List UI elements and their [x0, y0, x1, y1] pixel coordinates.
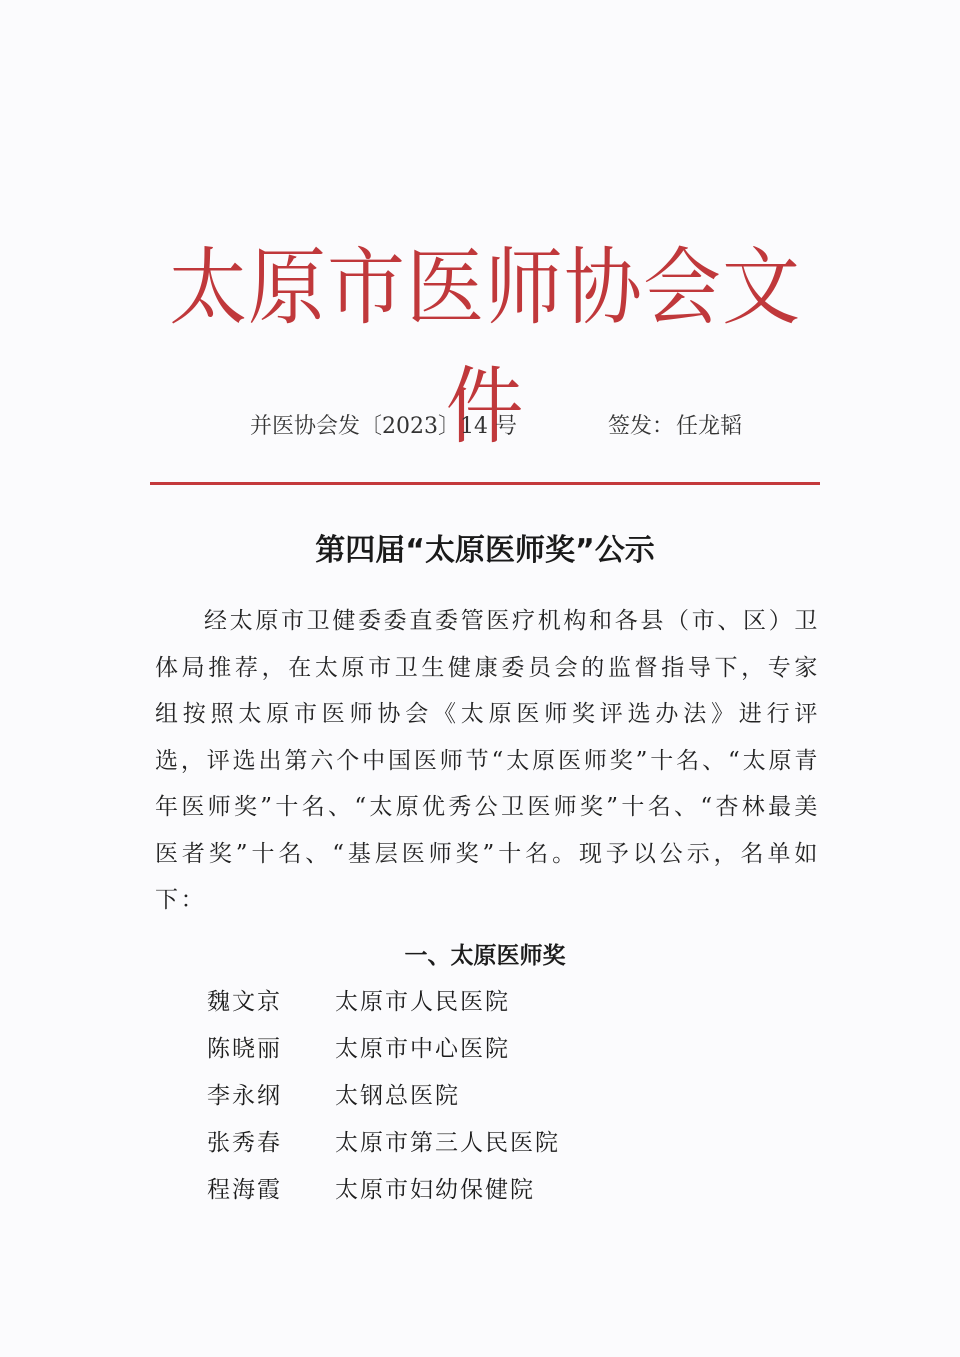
signer-name: 任龙韬 — [676, 414, 743, 439]
section-heading: 一、太原医师奖 — [404, 943, 566, 969]
awardee-name: 程海霞 — [207, 1177, 282, 1203]
masthead-title: 太原市医师协会文件 — [168, 240, 801, 456]
signer-label: 签发： — [608, 414, 675, 439]
awardee-organization: 太原市人民医院 — [335, 989, 510, 1015]
awardee-organization: 太原市中心医院 — [335, 1036, 510, 1062]
awardee-organization: 太钢总医院 — [335, 1083, 460, 1109]
awardee-row — [207, 1029, 560, 1076]
awardee-name: 陈晓丽 — [207, 1036, 282, 1062]
notice-title: 第四届“太原医师奖”公示 — [315, 533, 655, 568]
awardee-name: 张秀春 — [207, 1130, 282, 1156]
awardee-row — [207, 1076, 560, 1123]
header-divider — [150, 482, 820, 485]
signer-line — [608, 410, 742, 444]
awardee-name: 李永纲 — [207, 1083, 282, 1109]
awardee-row — [207, 982, 560, 1029]
awardee-row — [207, 1170, 560, 1217]
awardee-list — [207, 982, 560, 1217]
awardee-organization: 太原市第三人民医院 — [335, 1130, 560, 1156]
document-number: 并医协会发〔2023〕14 号 — [250, 414, 517, 439]
awardee-name: 魏文京 — [207, 989, 282, 1015]
awardee-organization: 太原市妇幼保健院 — [335, 1177, 535, 1203]
notice-body: 经太原市卫健委委直委管医疗机构和各县（市、区）卫体局推荐，在太原市卫生健康委员会的监督指导下，专家组按照太原市医师协会《太原医师奖评选办法》进行评选，评选出第六个中国医师节“太原医师奖”十名、“太原青年医师奖”十名、“太原优秀公卫医师奖”十名、“杏林最美医者奖”十名、“基层医师奖”十名。现予以公示，名单如下： — [155, 608, 820, 913]
awardee-row — [207, 1123, 560, 1170]
